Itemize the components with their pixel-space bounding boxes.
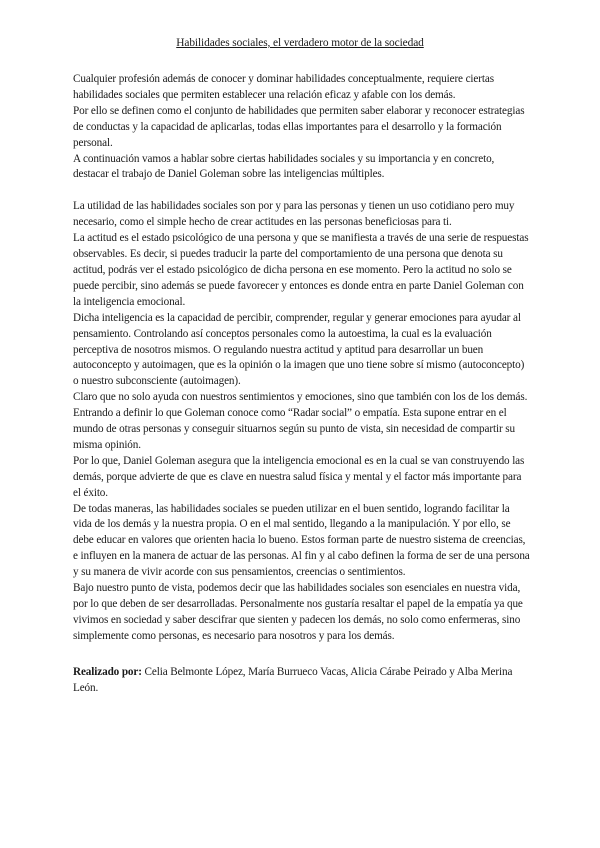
body-paragraph-4: Claro que no solo ayuda con nuestros sentimientos y emociones, sino que también con los de los demás. Entrando a definir lo que Goleman conoce como “Radar social” o empatía. Esta supone entrar en el mundo de otras personas y conseguir situarnos según su punto de vista, sin necesidad de compartir su misma opinión. [73, 391, 528, 451]
body-paragraph-7: Bajo nuestro punto de vista, podemos decir que las habilidades sociales son esenciales en nuestra vida, por lo que deben de ser desarrolladas. Personalmente nos gustaría resaltar el papel de la empatía ya que vivimos en sociedad y saber descifrar que sienten y padecen los demás, no solo como enfermeras, sino simplemente como personas, es necesario para nosotros y para los demás. [73, 582, 523, 642]
authors-names: Celia Belmonte López, María Burrueco Vacas, Alicia Cárabe Peirado y Alba Merina León. [73, 665, 513, 694]
body-paragraph-2: La actitud es el estado psicológico de una persona y que se manifiesta a través de una serie de respuestas observables. Es decir, si puedes traducir la parte del comportamiento de una persona que denota su actitud, podrás ver el estado psicológico de dicha persona en ese momento. Pero la actitud no solo se puede percibir, sino además se puede favorecer y entonces es donde entra en parte Daniel Goleman con la inteligencia emocional. [73, 232, 529, 308]
intro-paragraph-1: Cualquier profesión además de conocer y dominar habilidades conceptualmente, requiere ciertas habilidades sociales que permiten establecer una relación eficaz y afable con los demás. [73, 73, 494, 101]
body-paragraph-1: La utilidad de las habilidades sociales son por y para las personas y tienen un uso cotidiano pero muy necesario, como el simple hecho de crear actitudes en las personas beneficiosas para ti. [73, 200, 515, 229]
intro-paragraph-2: Por ello se definen como el conjunto de habilidades que permiten saber elaborar y reconocer estrategias de conductas y la capacidad de aplicarlas, todas ellas importantes para el desarrollo y la formación personal. [73, 104, 525, 149]
intro-paragraph-3: A continuación vamos a hablar sobre ciertas habilidades sociales y su importancia y en concreto, destacar el trabajo de Daniel Goleman sobre las inteligencias múltiples. [73, 152, 495, 181]
body-paragraph-5: Por lo que, Daniel Goleman asegura que la inteligencia emocional es en la cual se van construyendo las demás, porque advierte de que es clave en nuestra salud física y mental y el factor más importante para el éxito. [73, 454, 525, 499]
paragraph-spacer [73, 645, 530, 665]
body-paragraph-6: De todas maneras, las habilidades sociales se pueden utilizar en el buen sentido, logrando facilitar la vida de los demás y la nuestra propia. O en el mal sentido, llegando a la manipulación. Y por ello, se debe educar en valores que orienten hacia lo bueno. Estos forman parte de nuestro sistema de creencias, e influyen en la manera de actuar de las personas. Al fin y al cabo definen la forma de ser de una persona y su manera de vivir acorde con sus pensamientos, creencias o sentimientos. [73, 502, 530, 579]
body-paragraph-3: Dicha inteligencia es la capacidad de percibir, comprender, regular y generar emociones para ayudar al pensamiento. Controlando así conceptos personales como la autoestima, la cual es la evaluación perceptiva de nosotros mismos. O regulando nuestra actitud y aptitud para desarrollar un buen autoconcepto y autoimagen, que es la opinión o la imagen que uno tiene sobre sí mismo (autoconcepto) o nuestro subconsciente (autoimagen). [73, 311, 525, 388]
authors-label: Realizado por: [73, 665, 142, 678]
paragraph-spacer [73, 183, 530, 199]
document-body [73, 72, 530, 697]
authors-line [73, 665, 530, 697]
document-title: Habilidades sociales, el verdadero motor de la sociedad [176, 37, 424, 49]
